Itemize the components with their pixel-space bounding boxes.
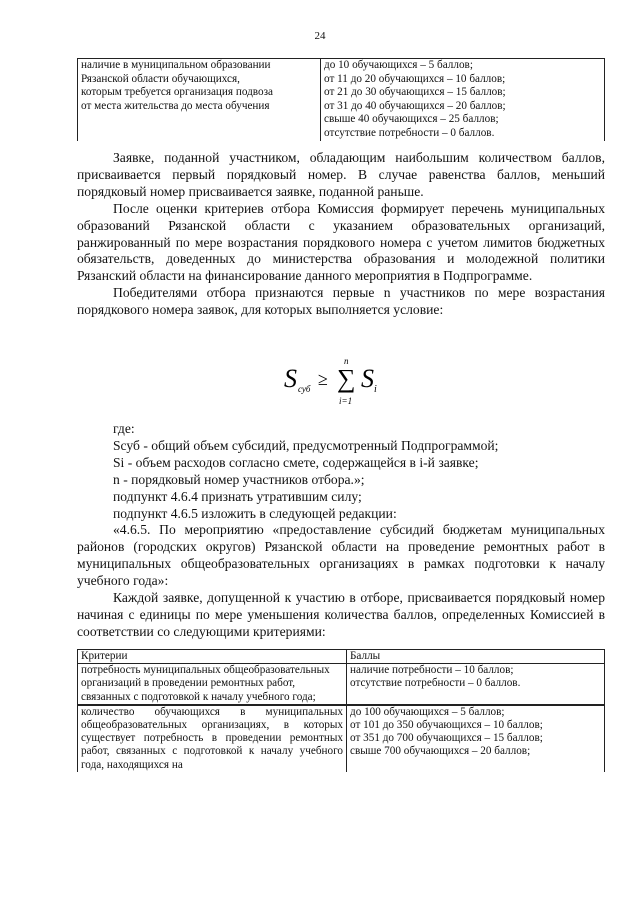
definition-si: Si - объем расходов согласно смете, содержащейся в i-й заявке; xyxy=(113,454,479,470)
table-header-row xyxy=(78,650,605,664)
header-criteria: Критерии xyxy=(78,650,347,664)
points-table-transport xyxy=(77,58,605,141)
paragraph-criteria: Каждой заявке, допущенной к участию в отборе, присваивается порядковый номер начиная с единицы по мере уменьшения количества баллов, определенных Комиссией в соответствии со следующими критериями: xyxy=(77,590,605,639)
definition-ssub: Sсуб - общий объем субсидий, предусмотренный Подпрограммой; xyxy=(113,437,499,453)
paragraph-list: После оценки критериев отбора Комиссия формирует перечень муниципальных образований Рязанской области с указанием образовательных организаций, ранжированный по мере возрастания порядкового номера с учетом лимитов бюджетных обязательств, доведенных до министерства образования и молодежной политики Рязанский области на финансирование данного мероприятия в Подпрограмме. xyxy=(77,200,605,284)
criterion-cell: наличие в муниципальном образовании Рязанской области обучающихся, которым требуется организация подвоза от места жительства до места обучения xyxy=(78,59,321,141)
table-row xyxy=(78,59,605,141)
body-text-upper xyxy=(77,150,605,319)
criteria-table xyxy=(77,649,605,772)
formula-upper: n xyxy=(344,356,349,366)
formula-rhs: S xyxy=(361,364,374,393)
body-text-lower xyxy=(77,421,605,641)
criterion-cell: потребность муниципальных общеобразовательных организаций в проведении ремонтных работ, связанных с подготовкой к началу учебного года; xyxy=(78,664,347,705)
clause-4-6-5: подпункт 4.6.5 изложить в следующей редакции: xyxy=(113,505,397,521)
page-number: 24 xyxy=(314,30,326,42)
points-cell: до 100 обучающихся – 5 баллов; от 101 до 350 обучающихся – 10 баллов; от 351 до 700 обучающихся – 15 баллов; свыше 700 обучающихся – 20 баллов; xyxy=(347,705,605,772)
formula-lhs-sub: суб xyxy=(298,384,311,394)
header-points: Баллы xyxy=(347,650,605,664)
formula-relation: ≥ xyxy=(318,369,328,389)
points-cell: до 10 обучающихся – 5 баллов; от 11 до 20 обучающихся – 10 баллов; от 21 до 30 обучающихся – 15 баллов; от 31 до 40 обучающихся – 20 баллов; свыше 40 обучающихся – 25 баллов; отсутствие потребности – 0 баллов. xyxy=(321,59,605,141)
points-cell: наличие потребности – 10 баллов; отсутствие потребности – 0 баллов. xyxy=(347,664,605,705)
subsidy-formula xyxy=(0,354,640,414)
definition-n: n - порядковый номер участников отбора.»; xyxy=(113,471,365,487)
formula-sum: ∑ xyxy=(337,364,356,393)
formula-lhs: S xyxy=(284,364,297,393)
clause-4-6-4: подпункт 4.6.4 признать утратившим силу; xyxy=(113,488,362,504)
formula-rhs-sub: i xyxy=(374,384,377,395)
criterion-cell: количество обучающихся в муниципальных общеобразовательных организациях, в которых существует потребность в проведении ремонтных работ, связанных с подготовкой к началу учебного года, находящихся на xyxy=(78,705,347,772)
paragraph-ranking: Заявке, поданной участником, обладающим наибольшим количеством баллов, присваивается первый порядковый номер. В случае равенства баллов, меньший порядковый номер присваивается заявке, поданной раньше. xyxy=(77,150,605,199)
paragraph-4-6-5: «4.6.5. По мероприятию «предоставление субсидий бюджетам муниципальных районов (городских округов) Рязанской области на проведение ремонтных работ в муниципальных общеобразовательных организациях в рамках подготовки к началу учебного года»: xyxy=(77,522,605,589)
table-row xyxy=(78,705,605,772)
formula-lower: i=1 xyxy=(339,396,353,406)
where-label: где: xyxy=(113,421,135,436)
table-row xyxy=(78,664,605,705)
paragraph-winners: Победителями отбора признаются первые n участников по мере возрастания порядкового номера заявок, для которых выполняется условие: xyxy=(77,285,605,318)
